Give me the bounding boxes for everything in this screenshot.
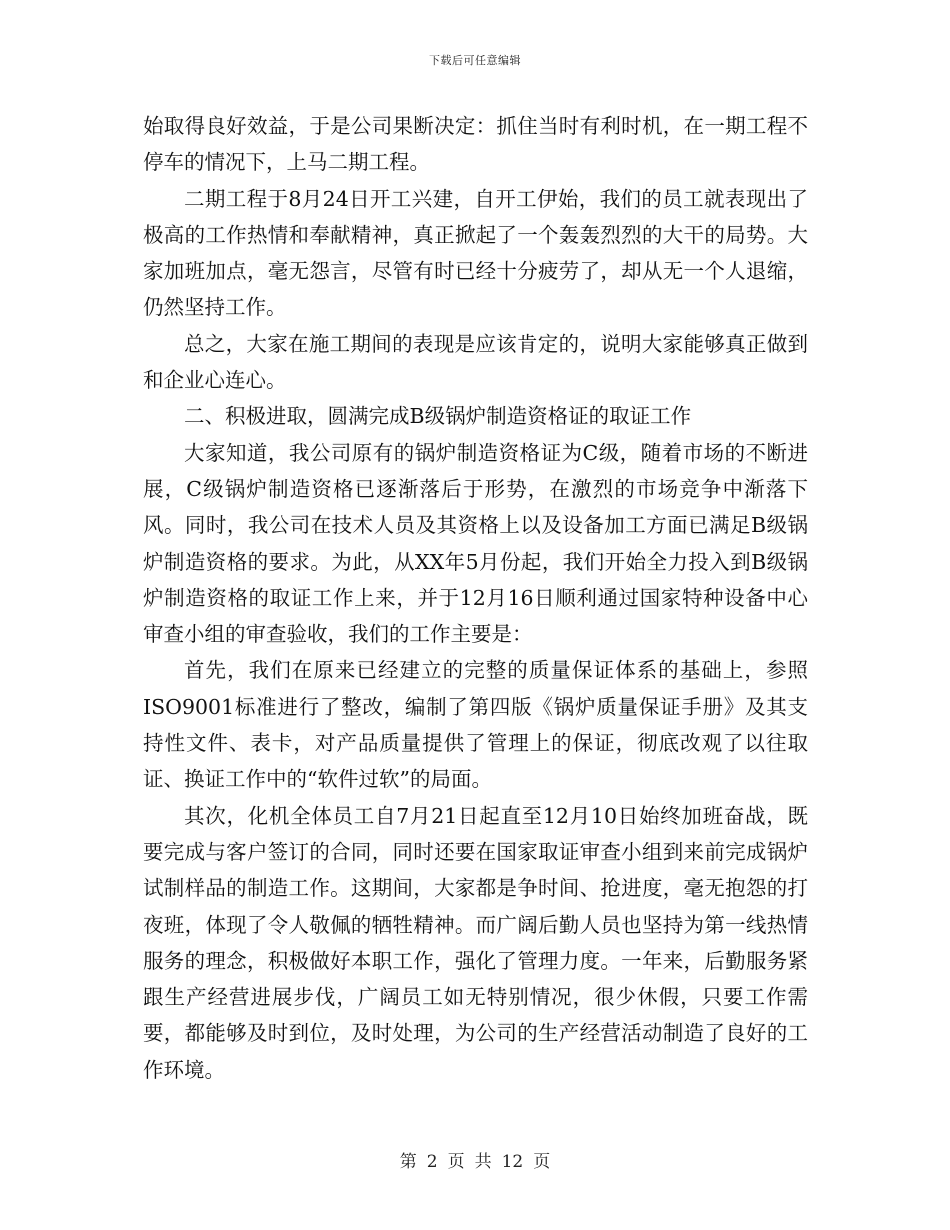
paragraph-continuation: 始取得良好效益，于是公司果断决定：抓住当时有利时机，在一期工程不停车的情况下，上马二期工程。 bbox=[143, 114, 808, 175]
document-body bbox=[143, 108, 808, 1088]
paragraph-second: 其次，化机全体员工自7月21日起直至12月10日始终加班奋战，既要完成与客户签订的合同，同时还要在国家取证审查小组到来前完成锅炉试制样品的制造工作。这期间，大家都是争时间、抢进度，毫无抱怨的打夜班，体现了令人敬佩的牺牲精神。而广阔后勤人员也坚持为第一线热情服务的理念，积极做好本职工作，强化了管理力度。一年来，后勤服务紧跟生产经营进展步伐，广阔员工如无特别情况，很少休假，只要工作需要，都能够及时到位，及时处理，为公司的生产经营活动制造了良好的工作环境。 bbox=[143, 803, 808, 1082]
page-header: 下载后可任意编辑 bbox=[429, 54, 521, 67]
section-heading: 二、积极进取，圆满完成B级锅炉制造资格证的取证工作 bbox=[184, 404, 692, 429]
paragraph-certification: 大家知道，我公司原有的锅炉制造资格证为C级，随着市场的不断进展，C级锅炉制造资格已逐渐落后于形势，在激烈的市场竞争中渐落下风。同时，我公司在技术人员及其资格上以及设备加工方面已满足B级锅炉制造资格的要求。为此，从XX年5月份起，我们开始全力投入到B级锅炉制造资格的取证工作上来，并于12月16日顺利通过国家特种设备中心审查小组的审查验收，我们的工作主要是： bbox=[143, 440, 808, 647]
footer-total-pages: 12 bbox=[501, 1152, 524, 1172]
paragraph-phase-two: 二期工程于8月24日开工兴建，自开工伊始，我们的员工就表现出了极高的工作热情和奉献精神，真正掀起了一个轰轰烈烈的大干的局势。大家加班加点，毫无怨言，尽管有时已经十分疲劳了，却从无一个人退缩，仍然坚持工作。 bbox=[143, 186, 808, 320]
paragraph-first: 首先，我们在原来已经建立的完整的质量保证体系的基础上，参照ISO9001标准进行了整改，编制了第四版《锅炉质量保证手册》及其支持性文件、表卡，对产品质量提供了管理上的保证，彻底改观了以往取证、换证工作中的“软件过软”的局面。 bbox=[143, 658, 808, 792]
footer-suffix: 页 bbox=[533, 1152, 551, 1172]
footer-page-label: 页 bbox=[447, 1152, 465, 1172]
footer-prefix: 第 bbox=[399, 1152, 417, 1172]
paragraph-summary: 总之，大家在施工期间的表现是应该肯定的，说明大家能够真正做到和企业心连心。 bbox=[143, 331, 808, 393]
footer-page-number: 2 bbox=[426, 1152, 438, 1172]
page-footer bbox=[0, 1147, 950, 1172]
footer-total-label: 共 bbox=[474, 1152, 492, 1172]
